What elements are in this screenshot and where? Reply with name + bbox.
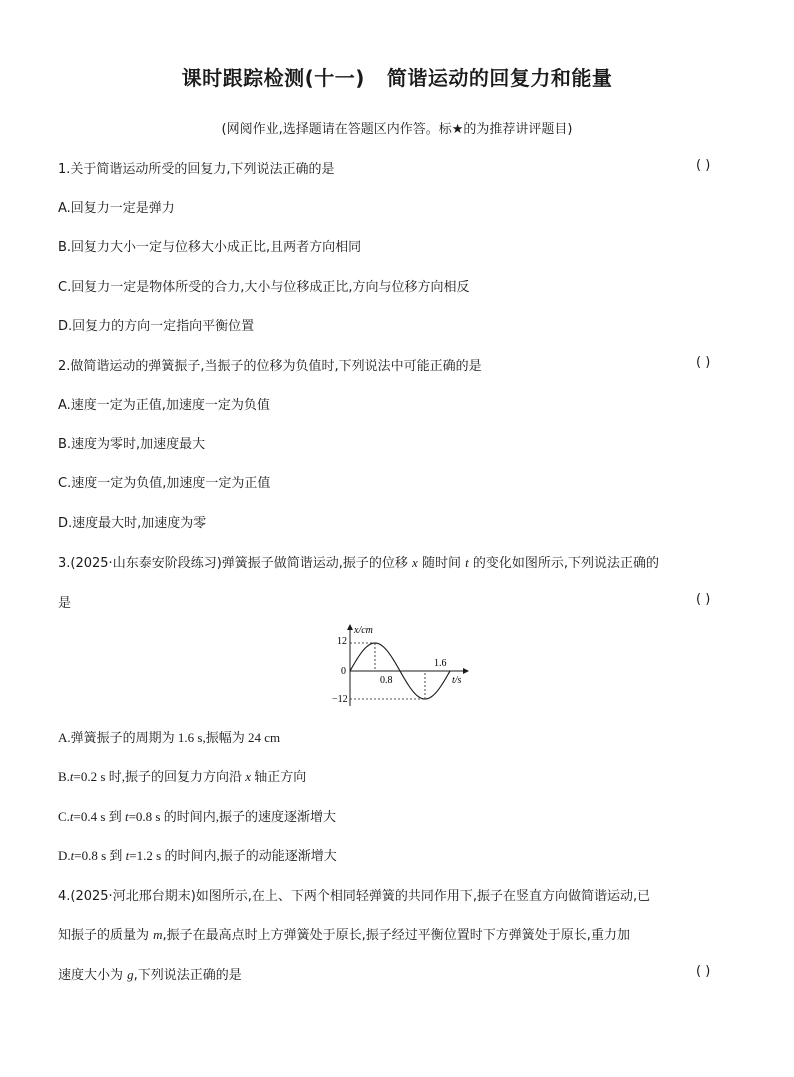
- y-tick-max: 12: [337, 636, 347, 647]
- q3-option-b[interactable]: B.t=0.2 s 时,振子的回复力方向沿 x 轴正方向: [58, 769, 307, 784]
- q1-option-d[interactable]: D.回复力的方向一定指向平衡位置: [58, 319, 255, 334]
- q1-answer-paren[interactable]: ( ): [696, 158, 711, 173]
- y-tick-min: −12: [332, 694, 348, 705]
- page-title: [0, 62, 794, 91]
- q1-stem: 1.关于简谐运动所受的回复力,下列说法正确的是: [58, 162, 335, 177]
- y-tick-zero: 0: [341, 666, 346, 677]
- q2-option-b[interactable]: B.速度为零时,加速度最大: [58, 437, 206, 452]
- q1-option-a[interactable]: A.回复力一定是弹力: [58, 201, 175, 216]
- q3-option-a[interactable]: A.弹簧振子的周期为 1.6 s,振幅为 24 cm: [58, 730, 281, 745]
- q2-option-a[interactable]: A.速度一定为正值,加速度一定为负值: [58, 398, 270, 413]
- q3-option-c[interactable]: C.t=0.4 s 到 t=0.8 s 的时间内,振子的速度逐渐增大: [58, 809, 336, 824]
- q3-option-d[interactable]: D.t=0.8 s 到 t=1.2 s 的时间内,振子的动能逐渐增大: [58, 848, 337, 863]
- title-topic: 简谐运动的回复力和能量: [386, 66, 613, 90]
- x-tick-period: 1.6: [434, 658, 447, 669]
- q1-option-c[interactable]: C.回复力一定是物体所受的合力,大小与位移成正比,方向与位移方向相反: [58, 280, 470, 295]
- q2-answer-paren[interactable]: ( ): [696, 355, 711, 370]
- title-main: 课时跟踪检测(十一): [181, 66, 365, 90]
- q3-stem: 3.(2025·山东泰安阶段练习)弹簧振子做简谐运动,振子的位移 x 随时间 t 的变化如图所示,下列说法正确的: [58, 555, 660, 571]
- q1-option-b[interactable]: B.回复力大小一定与位移大小成正比,且两者方向相同: [58, 240, 362, 255]
- q3-stem-line2: 是: [58, 596, 72, 611]
- q4-stem-line2: 知振子的质量为 m,振子在最高点时上方弹簧处于原长,振子经过平衡位置时下方弹簧处于原长,重力加: [58, 927, 630, 943]
- q2-stem: 2.做简谐运动的弹簧振子,当振子的位移为负值时,下列说法中可能正确的是: [58, 359, 482, 374]
- x-tick-half-period: 0.8: [380, 675, 393, 686]
- q3-answer-paren[interactable]: ( ): [696, 592, 711, 607]
- x-axis-label: t/s: [452, 675, 462, 686]
- page-subtitle: (网阅作业,选择题请在答题区内作答。标★的为推荐讲评题目): [221, 122, 573, 137]
- q3-displacement-time-graph: [322, 620, 482, 710]
- q4-answer-paren[interactable]: ( ): [696, 964, 711, 979]
- y-axis-label: x/cm: [354, 625, 373, 636]
- q4-stem-line1: 4.(2025·河北邢台期末)如图所示,在上、下两个相同轻弹簧的共同作用下,振子在竖直方向做简谐运动,已: [58, 889, 651, 904]
- q2-option-d[interactable]: D.速度最大时,加速度为零: [58, 516, 207, 531]
- q2-option-c[interactable]: C.速度一定为负值,加速度一定为正值: [58, 476, 271, 491]
- q4-stem-line3: 速度大小为 g,下列说法正确的是: [58, 967, 242, 983]
